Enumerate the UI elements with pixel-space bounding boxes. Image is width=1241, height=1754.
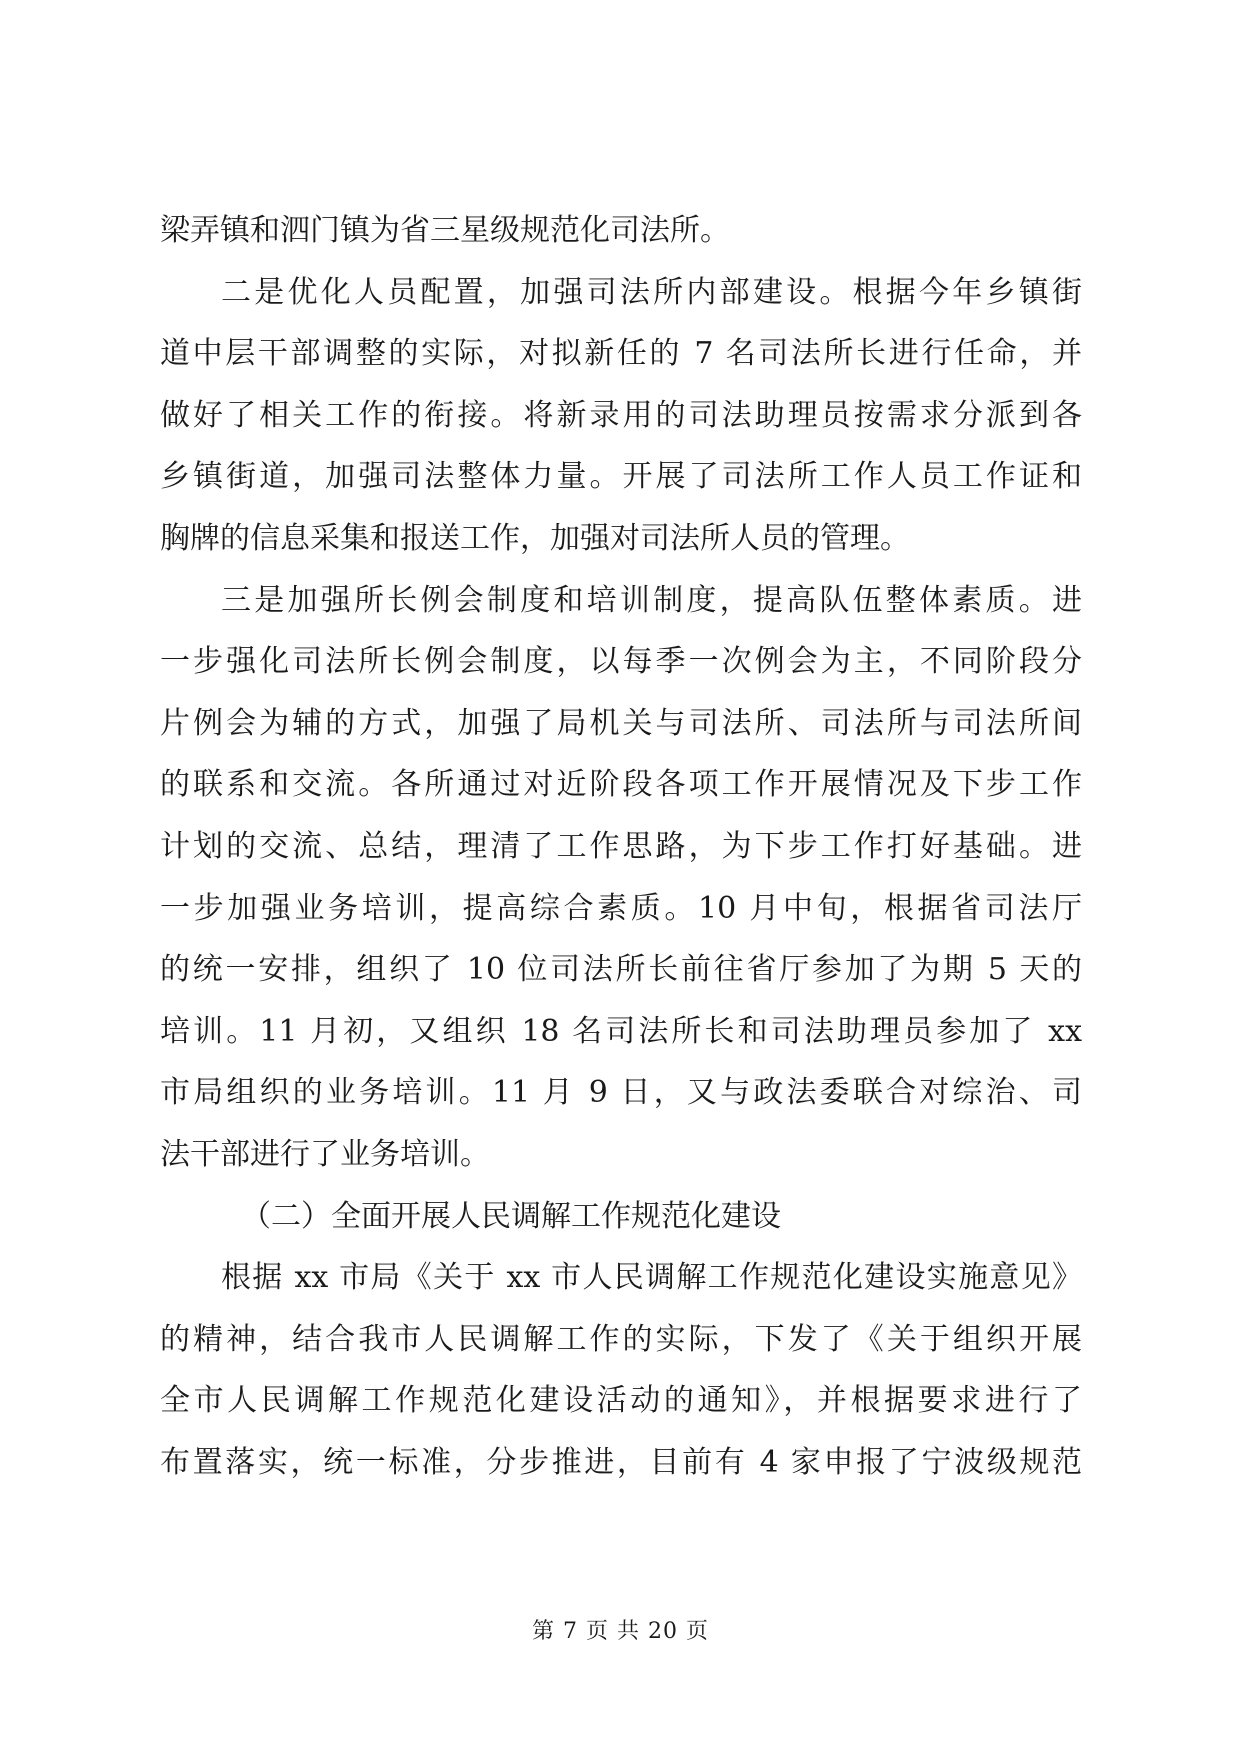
text-line: 法干部进行了业务培训。	[160, 1137, 490, 1172]
text-line: 布置落实，统一标准，分步推进，目前有 4 家申报了宁波级规范	[160, 1445, 1082, 1480]
text-line: 市局组织的业务培训。11 月 9 日，又与政法委联合对综治、司	[160, 1075, 1082, 1110]
text-line: 乡镇街道，加强司法整体力量。开展了司法所工作人员工作证和	[160, 459, 1082, 494]
text-line: 做好了相关工作的衔接。将新录用的司法助理员按需求分派到各	[160, 398, 1082, 433]
text-line: 一步加强业务培训，提高综合素质。10 月中旬，根据省司法厅	[160, 891, 1082, 926]
section-heading: （二）全面开展人民调解工作规范化建设	[241, 1199, 781, 1234]
text-line: 的统一安排，组织了 10 位司法所长前往省厅参加了为期 5 天的	[160, 952, 1082, 987]
paragraph-first-line: 三是加强所长例会制度和培训制度，提高队伍整体素质。进	[221, 583, 1082, 618]
text-line: 道中层干部调整的实际，对拟新任的 7 名司法所长进行任命，并	[160, 336, 1082, 371]
text-line: 胸牌的信息采集和报送工作，加强对司法所人员的管理。	[160, 521, 910, 556]
text-line: 一步强化司法所长例会制度，以每季一次例会为主，不同阶段分	[160, 644, 1082, 679]
text-line: 的联系和交流。各所通过对近阶段各项工作开展情况及下步工作	[160, 767, 1082, 802]
text-line: 片例会为辅的方式，加强了局机关与司法所、司法所与司法所间	[160, 706, 1082, 741]
text-line: 培训。11 月初，又组织 18 名司法所长和司法助理员参加了 xx	[160, 1014, 1082, 1049]
text-line: 全市人民调解工作规范化建设活动的通知》，并根据要求进行了	[160, 1383, 1082, 1418]
paragraph-first-line: 二是优化人员配置，加强司法所内部建设。根据今年乡镇街	[221, 275, 1082, 310]
text-line: 的精神，结合我市人民调解工作的实际，下发了《关于组织开展	[160, 1322, 1082, 1357]
text-line: 梁弄镇和泗门镇为省三星级规范化司法所。	[160, 213, 730, 248]
page-number: 第 7 页 共 20 页	[532, 1619, 709, 1644]
paragraph-first-line: 根据 xx 市局《关于 xx 市人民调解工作规范化建设实施意见》	[221, 1260, 1082, 1295]
text-line: 计划的交流、总结，理清了工作思路，为下步工作打好基础。进	[160, 829, 1082, 864]
